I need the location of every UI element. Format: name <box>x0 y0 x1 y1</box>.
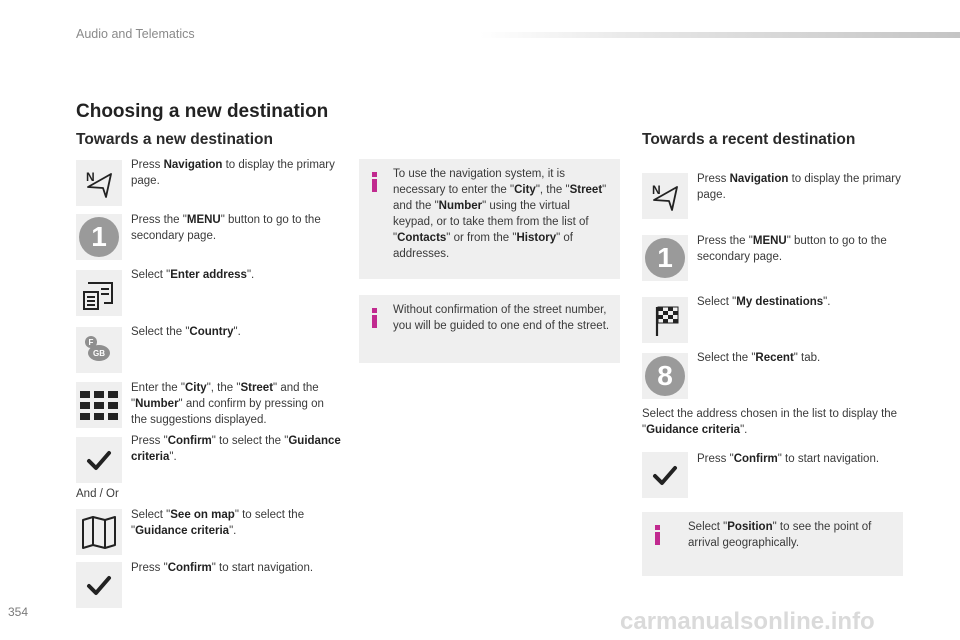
header-rule <box>480 32 960 38</box>
svg-text:GB: GB <box>93 349 105 358</box>
confirm-check-icon <box>642 452 688 498</box>
svg-text:F: F <box>88 338 94 347</box>
right-step-1: Press Navigation to display the primary page. <box>697 173 901 201</box>
info-text-3: Select "Position" to see the point of arrival geographically. <box>688 521 872 549</box>
info-icon <box>372 308 377 328</box>
info-text-1: To use the navigation system, it is necessary to enter the "City", the "Street" and the "Number" using the virtual keypad, or to take them from the list of "Contacts" or from the "History" of addresses. <box>393 168 607 260</box>
page-number: 354 <box>8 605 29 619</box>
right-step-4: Select the "Recent" tab. <box>697 352 821 364</box>
step-badge-8: 8 <box>642 353 688 399</box>
info-box-position <box>642 512 903 576</box>
confirm-check-icon <box>76 562 122 608</box>
country-flag-icon <box>76 327 122 373</box>
step-badge-1: 1 <box>642 235 688 281</box>
info-icon <box>655 525 660 545</box>
left-step-6: Press "Confirm" to select the "Guidance criteria". <box>131 435 341 463</box>
info-box-street-number <box>359 295 620 363</box>
info-text-2: Without confirmation of the street number, you will be guided to one end of the street. <box>393 304 610 332</box>
right-heading: Towards a recent destination <box>642 131 856 148</box>
navigation-icon <box>642 173 688 219</box>
info-box-navigation-input <box>359 159 620 279</box>
svg-text:N: N <box>86 170 95 184</box>
left-step-2: Press the "MENU" button to go to the secondary page. <box>131 214 321 242</box>
section-header: Audio and Telematics <box>76 27 195 41</box>
right-step-5: Select the address chosen in the list to display the "Guidance criteria". <box>642 408 898 436</box>
left-step-7: Select "See on map" to select the "Guidance criteria". <box>131 509 305 537</box>
watermark: carmanualsonline.info <box>620 608 875 635</box>
left-step-4: Select the "Country". <box>131 326 241 338</box>
and-or-label: And / Or <box>76 488 119 500</box>
right-step-6: Press "Confirm" to start navigation. <box>697 453 880 465</box>
svg-text:N: N <box>652 183 661 197</box>
confirm-check-icon <box>76 437 122 483</box>
checkered-flag-icon <box>642 297 688 343</box>
navigation-icon <box>76 160 122 206</box>
page-title: Choosing a new destination <box>76 101 329 122</box>
left-step-3: Select "Enter address". <box>131 269 255 281</box>
right-step-2: Press the "MENU" button to go to the secondary page. <box>697 235 887 263</box>
left-step-8: Press "Confirm" to start navigation. <box>131 562 314 574</box>
map-icon <box>76 509 122 555</box>
left-step-1: Press Navigation to display the primary page. <box>131 159 335 187</box>
right-step-3: Select "My destinations". <box>697 296 831 308</box>
step-badge-1: 1 <box>76 214 122 260</box>
left-step-5: Enter the "City", the "Street" and the "Number" and confirm by pressing on the suggestions displayed. <box>131 382 324 426</box>
keypad-icon <box>76 382 122 428</box>
enter-address-icon <box>76 270 122 316</box>
info-icon <box>372 172 377 192</box>
left-heading: Towards a new destination <box>76 131 273 148</box>
